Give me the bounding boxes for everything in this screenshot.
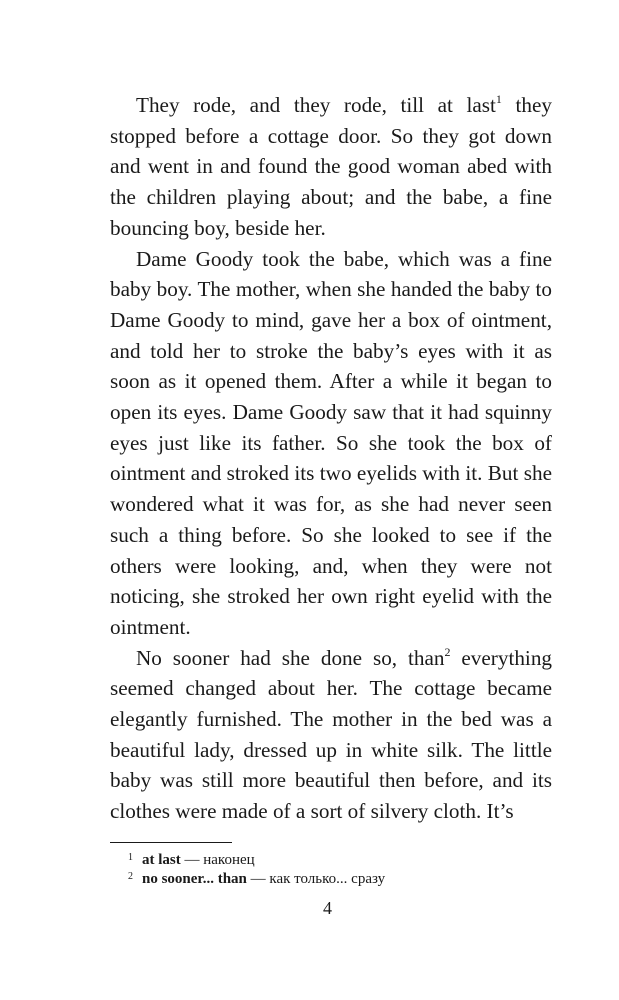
page-body (110, 90, 552, 827)
footnote-translation: как только... сразу (269, 871, 386, 887)
paragraph-text: Dame Goody took the babe, which was a fine baby boy. The mother, when she handed the baby to Dame Goody to mind, gave her a box of ointment, and told her to stroke the baby’s eyes with it as soon as it opened them. After a while it began to open its eyes. Dame Goody saw that it had squinny eyes just like its father. So she took the box of ointment and stroked its two eyelids with it. But she wondered what it was for, as she had never seen such a thing before. So she looked to see if the others were looking, and, when they were not noticing, she stroked her own right eyelid with the ointment. (110, 246, 552, 639)
footnote-divider (110, 842, 232, 843)
footnote-ref-1: 1 (495, 91, 502, 106)
paragraph-2 (110, 244, 552, 643)
footnote-number: 1 (128, 852, 133, 863)
footnote-translation: наконец (203, 852, 255, 868)
footnote-term: no sooner... than (142, 871, 247, 887)
paragraph-text: everything seemed changed about her. The cottage became elegantly furnished. The mother in the bed was a beautiful lady, dressed up in white silk. The little baby was still more beautiful then before, and its clothes were made of a sort of silvery cloth. It’s (110, 645, 553, 824)
paragraph-text: they stopped before a cottage door. So they got down and went in and found the good woman abed with the children playing about; and the babe, a fine bouncing boy, beside her. (110, 93, 552, 240)
footnote-2 (110, 870, 552, 889)
footnote-ref-2: 2 (444, 644, 451, 659)
paragraph-text: No sooner had she done so, than (136, 645, 445, 670)
paragraph-1 (110, 90, 552, 244)
footnote-dash: — (246, 871, 270, 887)
paragraph-text: They rode, and they rode, till at last (136, 93, 496, 117)
footnote-term: at last (142, 852, 181, 868)
footnote-1 (110, 851, 552, 870)
paragraph-3 (110, 643, 552, 827)
footnotes (110, 842, 552, 889)
page-number: 4 (323, 898, 332, 918)
footnote-number: 2 (128, 871, 133, 882)
footnote-dash: — (180, 852, 204, 868)
